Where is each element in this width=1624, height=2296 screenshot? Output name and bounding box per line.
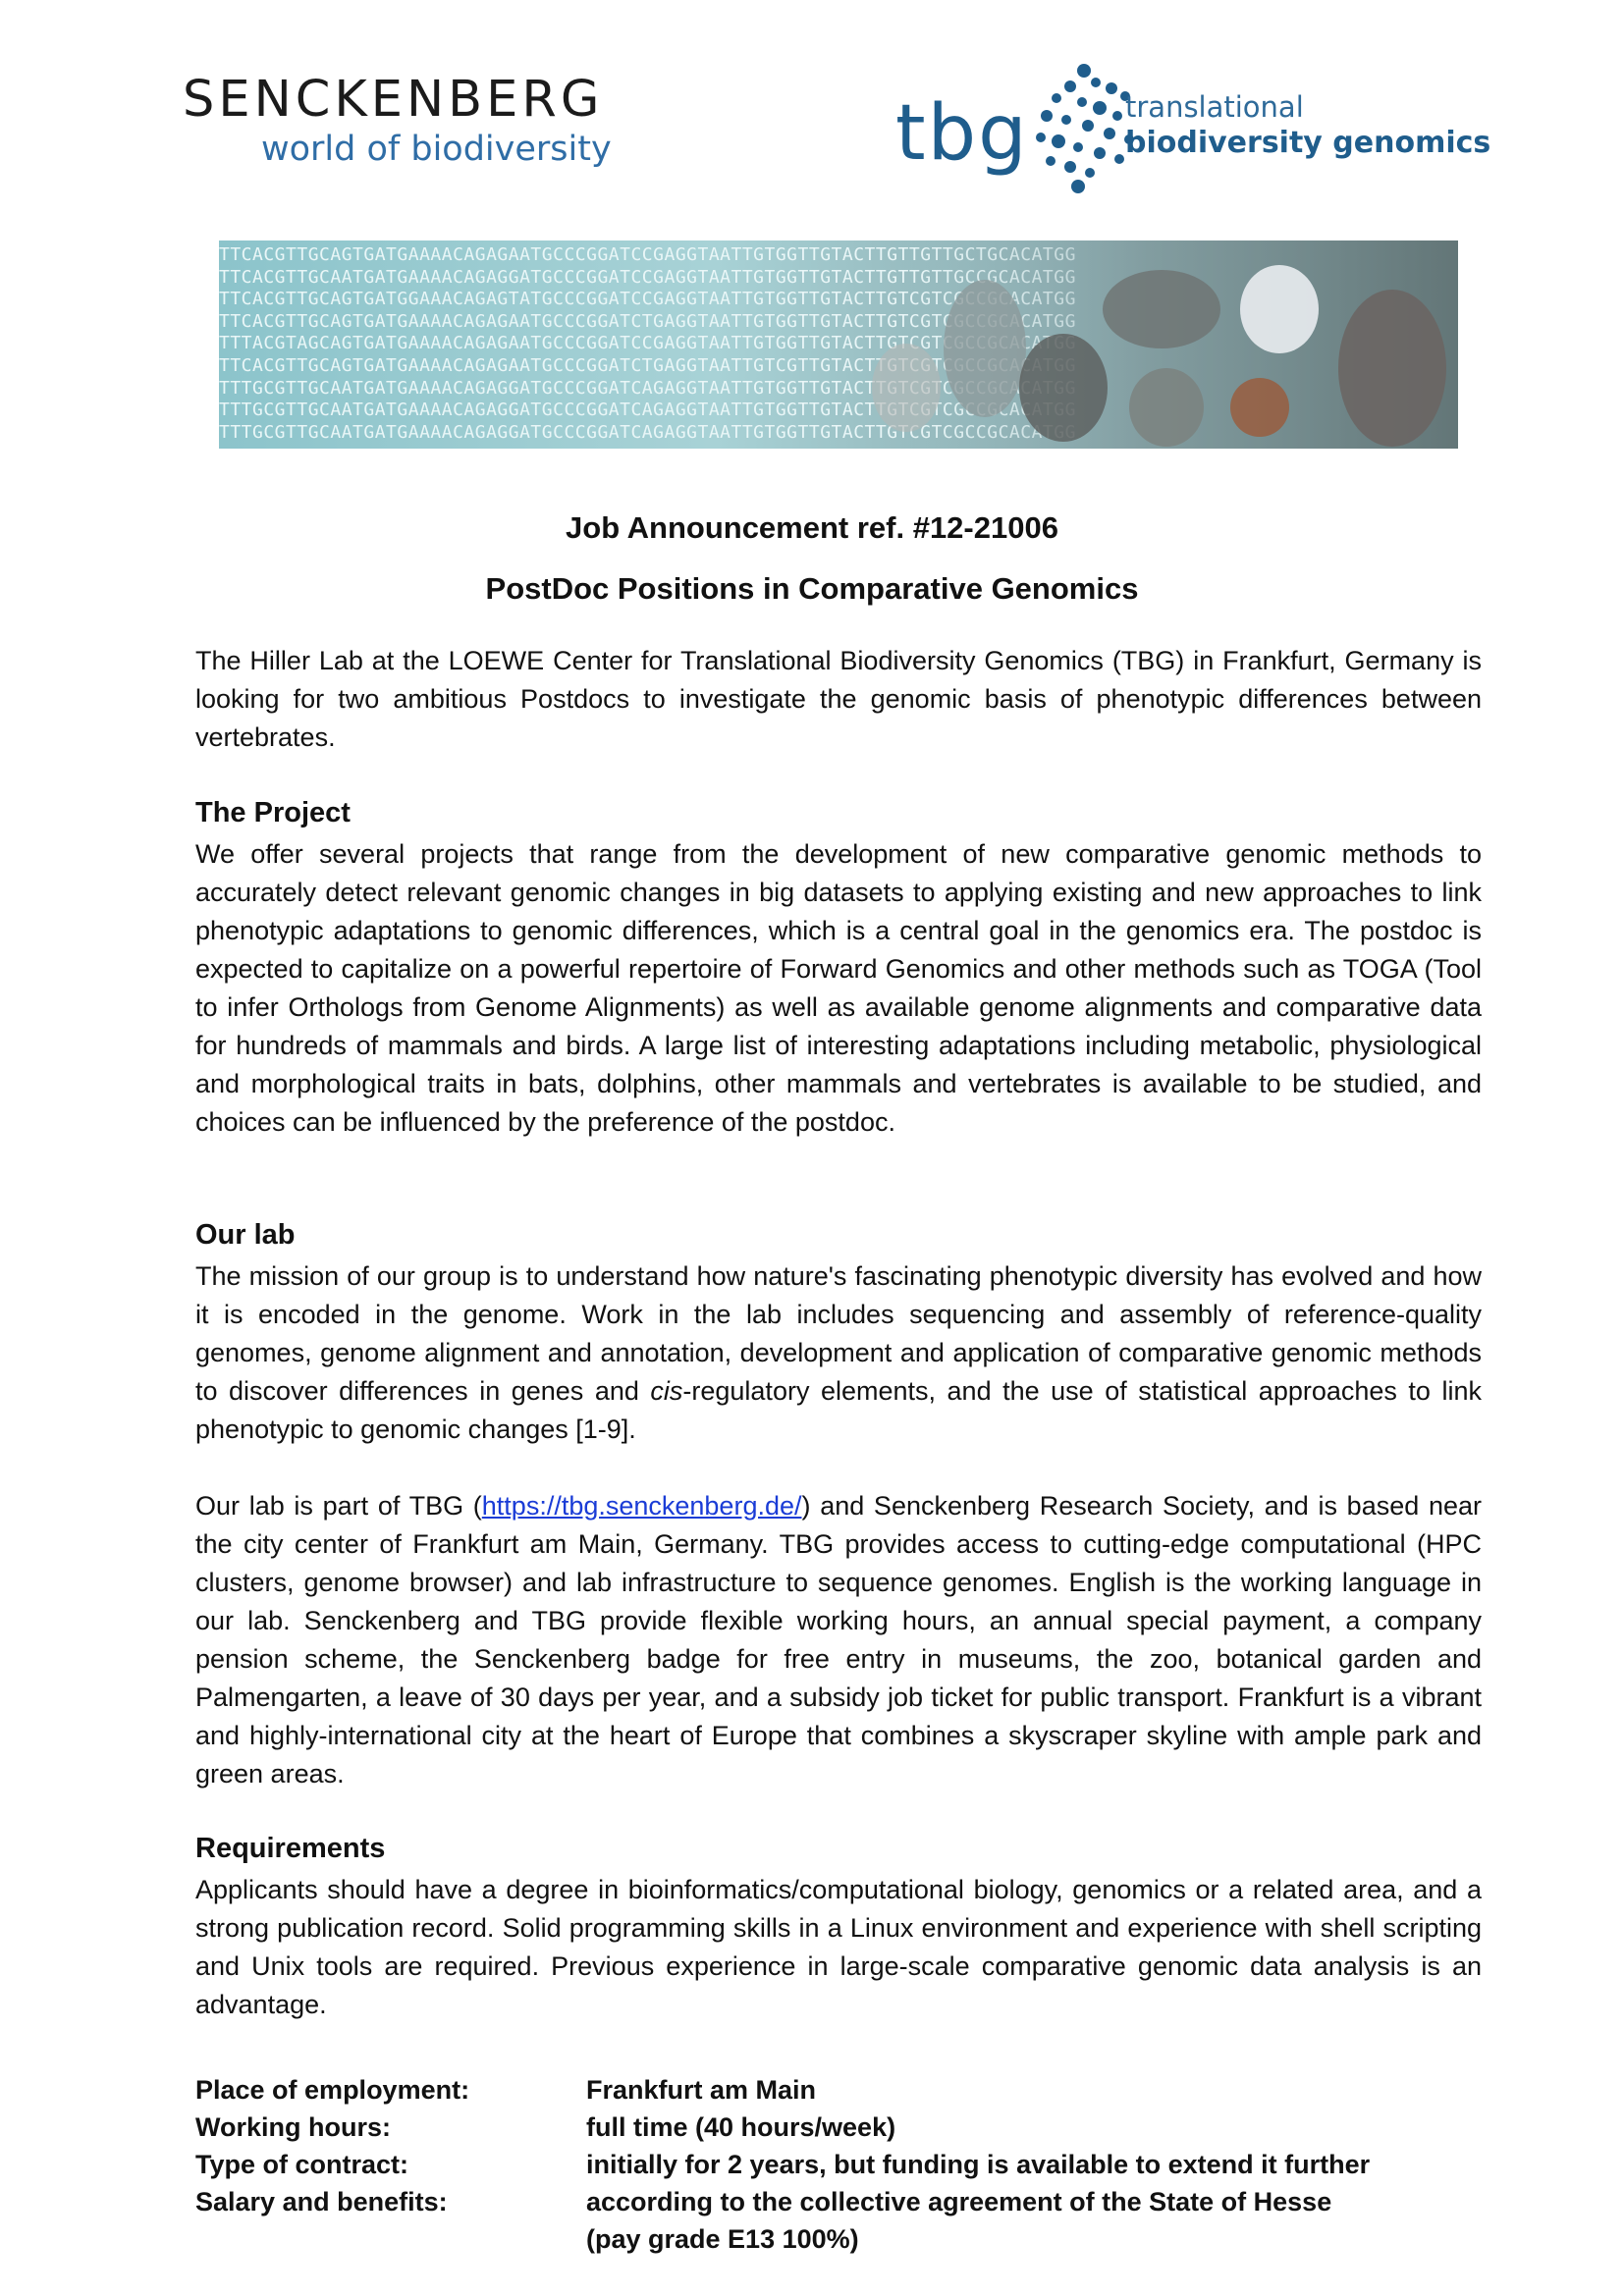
tbg-logo — [895, 61, 1491, 198]
lab-tbg-paragraph — [195, 1487, 1482, 1793]
lab-mission-text-b: -regulatory elements, and the use of statistical approaches to link phenotypic to genomic changes [1-9]. — [195, 1376, 1482, 1444]
lab-heading: Our lab — [195, 1219, 296, 1251]
dna-animal-banner — [219, 240, 1458, 449]
position-title: PostDoc Positions in Comparative Genomics — [485, 571, 1139, 606]
senckenberg-tagline: world of biodiversity — [261, 130, 612, 169]
intro-paragraph: The Hiller Lab at the LOEWE Center for Translational Biodiversity Genomics (TBG) in Frankfurt, Germany is looking for two ambitious Postdocs to investigate the genomic basis of phenotypic differences between vertebrates. — [195, 646, 1482, 752]
detail-row-hours — [195, 2109, 1491, 2146]
detail-value: Frankfurt am Main — [586, 2075, 817, 2105]
senckenberg-name: SENCKENBERG — [183, 71, 604, 129]
detail-row-salary — [195, 2183, 1491, 2258]
dna-dots-icon — [1027, 61, 1137, 198]
lab-tbg-text-a: Our lab is part of TBG ( — [195, 1491, 482, 1521]
detail-label: Salary and benefits: — [195, 2187, 448, 2216]
detail-value: initially for 2 years, but funding is available to extend it further — [586, 2150, 1371, 2179]
detail-label: Working hours: — [195, 2112, 391, 2142]
detail-value: full time (40 hours/week) — [586, 2112, 896, 2142]
tbg-website-link[interactable]: https://tbg.senckenberg.de/ — [481, 1491, 802, 1521]
project-heading: The Project — [195, 797, 351, 828]
tbg-line-biodiversity-genomics: biodiversity genomics — [1125, 126, 1491, 160]
detail-row-place — [195, 2071, 1491, 2109]
detail-label: Type of contract: — [195, 2150, 409, 2179]
lab-mission-paragraph — [195, 1257, 1482, 1449]
detail-value-line2: (pay grade E13 100%) — [586, 2224, 859, 2254]
lab-mission-text-a: The mission of our group is to understand how nature's fascinating phenotypic diversity has evolved and how it is encoded in the genome. Work in the lab includes sequencing and assembly of reference-quality genomes, genome alignment and annotation, development and application of comparative genomic methods to discover differences in genes and — [195, 1261, 1482, 1406]
detail-label: Place of employment: — [195, 2075, 470, 2105]
project-paragraph: We offer several projects that range from the development of new comparative genomic methods to accurately detect relevant genomic changes in big datasets to applying existing and new approaches to link phenotypic adaptations to genomic differences, which is a central goal in the genomics era. The postdoc is expected to capitalize on a powerful repertoire of Forward Genomics and other methods such as TOGA (Tool to infer Orthologs from Genome Alignments) as well as available genome alignments and comparative data for hundreds of mammals and birds. A large list of interesting adaptations including metabolic, physiological and morphological traits in bats, dolphins, other mammals and vertebrates is available to be studied, and choices can be influenced by the preference of the postdoc. — [195, 839, 1482, 1137]
tbg-line-translational: translational — [1125, 90, 1304, 124]
lab-mission-cis: cis — [650, 1376, 683, 1406]
detail-value — [586, 2183, 1491, 2258]
lab-tbg-text-b: ) and Senckenberg Research Society, and is based near the city center of Frankfurt am Main, Germany. TBG provides access to cutting-edge computational (HPC clusters, genome browser) and lab infrastructure to sequence genomes. English is the working language in our lab. Senckenberg and TBG provide flexible working hours, an annual special payment, a company pension scheme, the Senckenberg badge for free entry in museums, the zoo, botanical garden and Palmengarten, a leave of 30 days per year, and a subsidy job ticket for public transport. Frankfurt is a vibrant and highly-international city at the heart of Europe that combines a skyscraper skyline with ample park and green areas. — [195, 1491, 1482, 1789]
detail-value-line1: according to the collective agreement of the State of Hesse — [586, 2187, 1332, 2216]
requirements-heading: Requirements — [195, 1833, 386, 1864]
employment-details-table — [195, 2071, 1491, 2258]
detail-row-contract — [195, 2146, 1491, 2183]
tbg-letters: tbg — [895, 89, 1029, 178]
animal-collage-image — [219, 240, 1458, 449]
announcement-ref-title: Job Announcement ref. #12-21006 — [566, 510, 1058, 545]
requirements-paragraph: Applicants should have a degree in bioinformatics/computational biology, genomics or a related area, and a strong publication record. Solid programming skills in a Linux environment and experience with shell scripting and Unix tools are required. Previous experience in large-scale comparative genomic data analysis is an advantage. — [195, 1875, 1482, 2019]
senckenberg-logo — [183, 73, 693, 181]
